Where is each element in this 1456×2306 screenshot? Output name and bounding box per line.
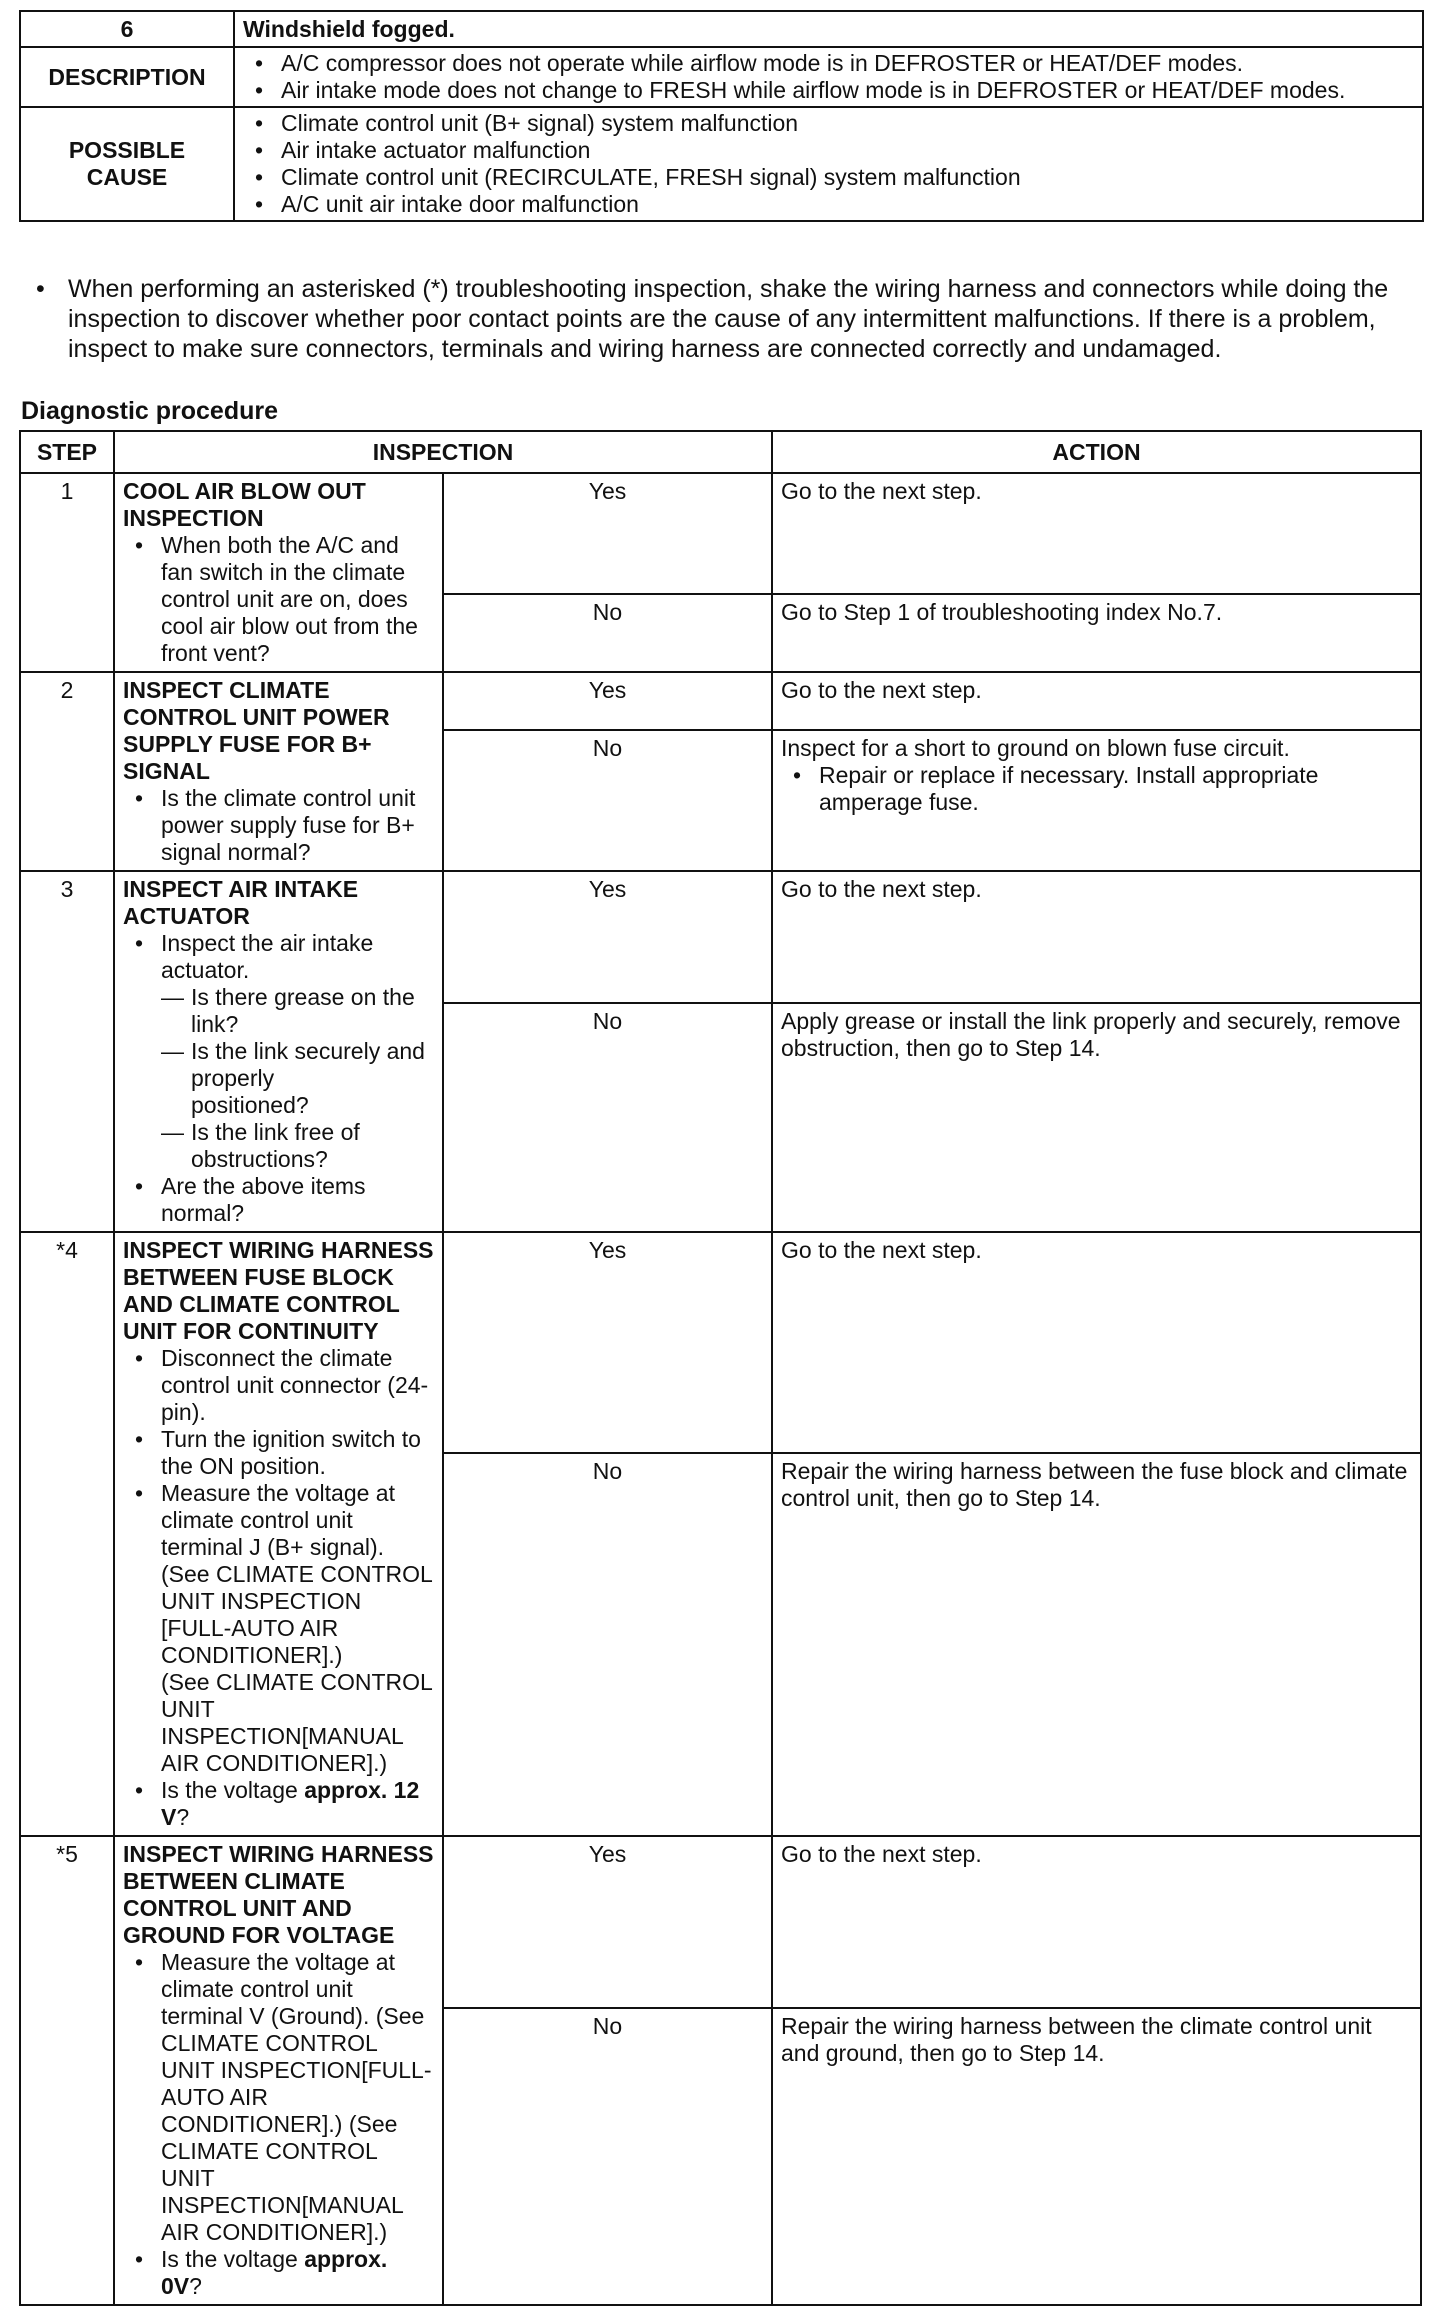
yes-action: Go to the next step. bbox=[772, 871, 1421, 1003]
description-cell bbox=[234, 47, 1423, 107]
no-label: No bbox=[443, 730, 772, 871]
inspection-subitem bbox=[123, 1038, 434, 1092]
inspection-item: • Inspect the air intake actuator. bbox=[123, 930, 434, 984]
inspection-cell bbox=[114, 1232, 443, 1836]
no-label: No bbox=[443, 2008, 772, 2305]
inspection-subitem-text: Is the link free of obstructions? bbox=[191, 1119, 360, 1172]
inspection-note: • When performing an asterisked (*) troubleshooting inspection, shake the wiring harness and connectors while doing the inspection to discover whether poor contact points are the cause of any intermittent malfunctions. If there is a problem, inspect to make sure connectors, terminals and wiring harness are connected correctly and undamaged. bbox=[36, 274, 1432, 364]
diagnostic-procedure-heading: Diagnostic procedure bbox=[21, 397, 278, 425]
action-column-header: ACTION bbox=[772, 431, 1421, 473]
step-row-1 bbox=[20, 473, 1421, 594]
cause-item: • Air intake actuator malfunction bbox=[235, 137, 1416, 164]
no-action: Apply grease or install the link properly and securely, remove obstruction, then go to Step 14. bbox=[772, 1003, 1421, 1232]
inspection-item: • Are the above items normal? bbox=[123, 1173, 434, 1227]
inspection-cell bbox=[114, 1836, 443, 2305]
symptom-title: Windshield fogged. bbox=[234, 11, 1423, 47]
inspection-list bbox=[123, 1345, 434, 1669]
step-number: 2 bbox=[20, 672, 114, 871]
symptom-header-row bbox=[20, 11, 1423, 47]
yes-label: Yes bbox=[443, 1836, 772, 2008]
voltage-spec: approx. 0V bbox=[161, 2246, 388, 2299]
inspection-note-line: (See CLIMATE CONTROL UNIT INSPECTION[MANUAL AIR CONDITIONER].) bbox=[161, 1669, 432, 1776]
inspection-item bbox=[123, 1777, 434, 1831]
inspection-list bbox=[123, 1949, 434, 2300]
inspection-item-text: Is the voltage bbox=[161, 1777, 305, 1803]
inspection-list bbox=[123, 785, 434, 866]
inspection-subitem-text: Is there grease on the link? bbox=[191, 984, 415, 1037]
symptom-number: 6 bbox=[20, 11, 234, 47]
yes-label: Yes bbox=[443, 473, 772, 594]
inspection-list bbox=[123, 1777, 434, 1831]
inspection-subitem bbox=[123, 1119, 434, 1173]
description-list bbox=[235, 48, 1422, 106]
possible-cause-row bbox=[20, 107, 1423, 221]
inspection-item: • Turn the ignition switch to the ON position. bbox=[123, 1426, 434, 1480]
step-number: 3 bbox=[20, 871, 114, 1232]
possible-cause-label-line2: CAUSE bbox=[86, 164, 168, 190]
step-row-4 bbox=[20, 1232, 1421, 1453]
description-item: • A/C compressor does not operate while airflow mode is in DEFROSTER or HEAT/DEF modes. bbox=[235, 50, 1416, 77]
yes-label: Yes bbox=[443, 871, 772, 1003]
inspection-title: INSPECT AIR INTAKE ACTUATOR bbox=[123, 876, 359, 929]
step-number: *5 bbox=[20, 1836, 114, 2305]
cause-item: • Climate control unit (RECIRCULATE, FRESH signal) system malfunction bbox=[235, 164, 1416, 191]
no-action-cell bbox=[772, 730, 1421, 871]
inspection-title: INSPECT CLIMATE CONTROL UNIT POWER SUPPLY FUSE FOR B+ SIGNAL bbox=[123, 677, 390, 784]
description-label: DESCRIPTION bbox=[20, 47, 234, 107]
diagnostic-table bbox=[19, 430, 1422, 2306]
no-action-subitem: • Repair or replace if necessary. Install appropriate amperage fuse. bbox=[781, 762, 1412, 816]
description-item: • Air intake mode does not change to FRESH while airflow mode is in DEFROSTER or HEAT/DEF modes. bbox=[235, 77, 1416, 104]
no-label: No bbox=[443, 594, 772, 672]
step-row-3 bbox=[20, 871, 1421, 1003]
dash-mark: — bbox=[161, 1119, 184, 1145]
inspection-item: • Measure the voltage at climate control unit terminal J (B+ signal). (See CLIMATE CONTROL UNIT INSPECTION [FULL-AUTO AIR CONDITIONER].) bbox=[123, 1480, 434, 1669]
inspection-item: • When both the A/C and fan switch in the climate control unit are on, does cool air blow out from the front vent? bbox=[123, 532, 434, 667]
yes-action: Go to the next step. bbox=[772, 672, 1421, 730]
no-action: Inspect for a short to ground on blown fuse circuit. bbox=[781, 734, 1290, 761]
symptom-table bbox=[19, 10, 1424, 222]
no-label: No bbox=[443, 1453, 772, 1836]
inspection-list bbox=[123, 1173, 434, 1227]
step-row-5 bbox=[20, 1836, 1421, 2008]
step-number: 1 bbox=[20, 473, 114, 672]
yes-label: Yes bbox=[443, 672, 772, 730]
inspection-title: INSPECT WIRING HARNESS BETWEEN FUSE BLOCK AND CLIMATE CONTROL UNIT FOR CONTINUITY bbox=[123, 1237, 434, 1344]
inspection-subitem-continuation: positioned? bbox=[191, 1092, 309, 1118]
dash-mark: — bbox=[161, 984, 184, 1010]
step-row-2 bbox=[20, 672, 1421, 730]
no-action: Repair the wiring harness between the fuse block and climate control unit, then go to Step 14. bbox=[772, 1453, 1421, 1836]
voltage-spec: approx. 12 V bbox=[161, 1777, 420, 1830]
inspection-cell bbox=[114, 672, 443, 871]
inspection-list bbox=[123, 930, 434, 984]
dash-mark: — bbox=[161, 1038, 184, 1064]
inspection-item-text: ? bbox=[176, 1804, 190, 1830]
possible-cause-label bbox=[20, 107, 234, 221]
no-action: Repair the wiring harness between the climate control unit and ground, then go to Step 14. bbox=[772, 2008, 1421, 2305]
diagnostic-header-row bbox=[20, 431, 1421, 473]
no-label: No bbox=[443, 1003, 772, 1232]
inspection-column-header: INSPECTION bbox=[114, 431, 772, 473]
inspection-item: • Measure the voltage at climate control unit terminal V (Ground). (See CLIMATE CONTROL UNIT INSPECTION[FULL-AUTO AIR CONDITIONER].) (See CLIMATE CONTROL UNIT INSPECTION[MANUAL AIR CONDITIONER].) bbox=[123, 1949, 434, 2246]
possible-cause-list bbox=[235, 108, 1422, 220]
inspection-title: INSPECT WIRING HARNESS BETWEEN CLIMATE CONTROL UNIT AND GROUND FOR VOLTAGE bbox=[123, 1841, 434, 1948]
inspection-item: • Is the climate control unit power supply fuse for B+ signal normal? bbox=[123, 785, 434, 866]
cause-item: • Climate control unit (B+ signal) system malfunction bbox=[235, 110, 1416, 137]
yes-action: Go to the next step. bbox=[772, 1836, 1421, 2008]
step-number: *4 bbox=[20, 1232, 114, 1836]
yes-label: Yes bbox=[443, 1232, 772, 1453]
yes-action: Go to the next step. bbox=[772, 1232, 1421, 1453]
possible-cause-cell bbox=[234, 107, 1423, 221]
inspection-cell bbox=[114, 473, 443, 672]
step-column-header: STEP bbox=[20, 431, 114, 473]
cause-item: • A/C unit air intake door malfunction bbox=[235, 191, 1416, 218]
inspection-cell bbox=[114, 871, 443, 1232]
yes-action: Go to the next step. bbox=[772, 473, 1421, 594]
inspection-item-text: Is the voltage bbox=[161, 2246, 305, 2272]
description-row bbox=[20, 47, 1423, 107]
note-list bbox=[36, 274, 1432, 364]
inspection-item-text: ? bbox=[189, 2273, 202, 2299]
no-action: Go to Step 1 of troubleshooting index No.7. bbox=[772, 594, 1421, 672]
inspection-subitem-text: Is the link securely and properly bbox=[191, 1038, 425, 1091]
possible-cause-label-line1: POSSIBLE bbox=[68, 137, 186, 163]
inspection-item: • Disconnect the climate control unit connector (24-pin). bbox=[123, 1345, 434, 1426]
inspection-subitem bbox=[123, 984, 434, 1038]
inspection-list bbox=[123, 532, 434, 667]
inspection-title: COOL AIR BLOW OUT INSPECTION bbox=[123, 478, 366, 531]
inspection-item bbox=[123, 2246, 434, 2300]
